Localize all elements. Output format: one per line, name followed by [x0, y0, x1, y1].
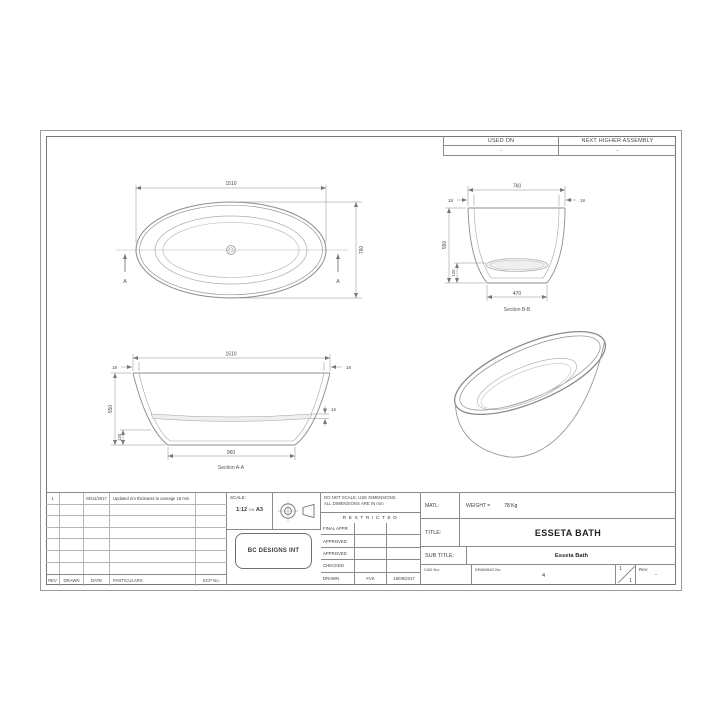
aa-base-width-dim: 960 [226, 450, 236, 456]
aa-wall-dim-left: 18 [112, 365, 117, 370]
section-aa-view [103, 348, 358, 476]
used-on-value: - [444, 146, 559, 156]
sheet-number: 1 [619, 566, 622, 572]
scale-on: ON [248, 508, 255, 512]
matl-label: MATL: [421, 493, 460, 518]
drawing-no-value: 4 [541, 573, 546, 579]
scale-sheet: A3 [255, 507, 263, 513]
title-row [421, 518, 676, 546]
drawing-title: ESSETA BATH [534, 527, 602, 538]
approval-date: 19/09/2017 [393, 576, 415, 582]
aa-floor-dim: 16 [331, 407, 336, 412]
aa-length-dim: 1510 [225, 351, 237, 358]
approval-date [387, 560, 421, 571]
approval-label: DRAWN [321, 573, 355, 585]
bb-base-width-dim: 470 [512, 291, 522, 297]
approval-date [387, 548, 421, 559]
revision-ecp [196, 493, 227, 504]
rev-label: Rev: [639, 567, 649, 572]
used-on-table [443, 136, 676, 156]
note-box [321, 492, 421, 523]
plan-view [100, 163, 372, 323]
sheet-total: 1 [629, 578, 632, 584]
revision-table-header [46, 574, 227, 586]
restricted-label: RESTRICTED [321, 512, 421, 524]
bb-width-dim: 760 [512, 183, 522, 190]
bb-wall-dim-right: 18 [580, 198, 585, 203]
subtitle-label: SUB TITLE: [421, 547, 467, 564]
scale-box [227, 492, 273, 530]
approvals-table [321, 523, 421, 585]
rev-value: - [655, 572, 657, 578]
ecp-header: ECP No. [203, 578, 220, 583]
rev-cell [636, 565, 676, 585]
note-line2: ALL DIMENSIONS ARE IN mm [324, 500, 384, 506]
used-on-header: USED ON [444, 136, 559, 146]
title-label: TITLE: [421, 519, 460, 546]
perspective-view [438, 322, 638, 480]
weight-value: 78 Kg [504, 502, 518, 509]
approval-name [355, 548, 387, 559]
approval-label: APPROVED [321, 548, 355, 559]
projection-symbol-box [273, 492, 321, 530]
section-bb-view [433, 178, 593, 318]
material-row [421, 492, 676, 518]
subtitle-row [421, 546, 676, 564]
bb-height-dim: 550 [442, 240, 448, 250]
approval-date [387, 535, 421, 546]
particulars-header: PARTICULARS [110, 575, 196, 586]
section-bb-caption: Section B-B [503, 307, 531, 313]
approval-label: FINAL APPR [321, 523, 355, 534]
approval-name [355, 535, 387, 546]
approval-label: APPROVED [321, 535, 355, 546]
scale-ratio: 1:12 [236, 507, 248, 513]
revision-particulars: Updated rim thickness to average 18 mm [110, 493, 196, 504]
next-higher-assembly-value: - [616, 148, 619, 154]
sheet-count-cell [616, 565, 636, 585]
rev-header: REV [46, 575, 60, 586]
revision-rev: 1 [46, 493, 60, 504]
plan-length-dim: 1510 [225, 181, 237, 187]
cad-row [421, 564, 676, 585]
cad-no-label: CAD No: [421, 565, 472, 585]
aa-height-dim: 550 [108, 404, 114, 414]
drawing-no-label: DRAWING No. [475, 567, 502, 572]
bb-base-height-dim: 120 [451, 269, 456, 277]
approval-name: FVK [355, 573, 387, 585]
approval-date [387, 523, 421, 534]
approval-name [355, 560, 387, 571]
next-higher-assembly-header: NEXT HIGHER ASSEMBLY [559, 136, 676, 146]
aa-wall-dim-right: 18 [346, 365, 351, 370]
scale-label: SCALE: [230, 495, 247, 500]
note-line1: DO NOT SCALE, USE DIMENSIONS. [324, 495, 397, 500]
company-name: BC DESIGNS INT [247, 548, 300, 554]
approval-label: CHECKED [321, 560, 355, 571]
section-a-marker-left: A [123, 279, 127, 285]
weight-label: WEIGHT = [466, 502, 491, 509]
date-header: DATE [84, 575, 110, 586]
company-logo-box [235, 533, 312, 569]
revision-date: 05/11/2017 [84, 493, 110, 504]
section-aa-caption: Section A-A [217, 465, 245, 471]
drawing-subtitle: Esseta Bath [554, 552, 589, 559]
revision-table [46, 492, 227, 585]
revision-drawn [60, 493, 84, 504]
bb-wall-dim-left: 18 [448, 198, 453, 203]
approval-name [355, 523, 387, 534]
drawn-header: DRAWN [60, 575, 84, 586]
plan-width-dim: 760 [359, 245, 365, 255]
section-a-marker-right: A [336, 279, 340, 285]
third-angle-projection-icon [277, 498, 317, 526]
aa-base-height-dim: 120 [117, 433, 122, 442]
